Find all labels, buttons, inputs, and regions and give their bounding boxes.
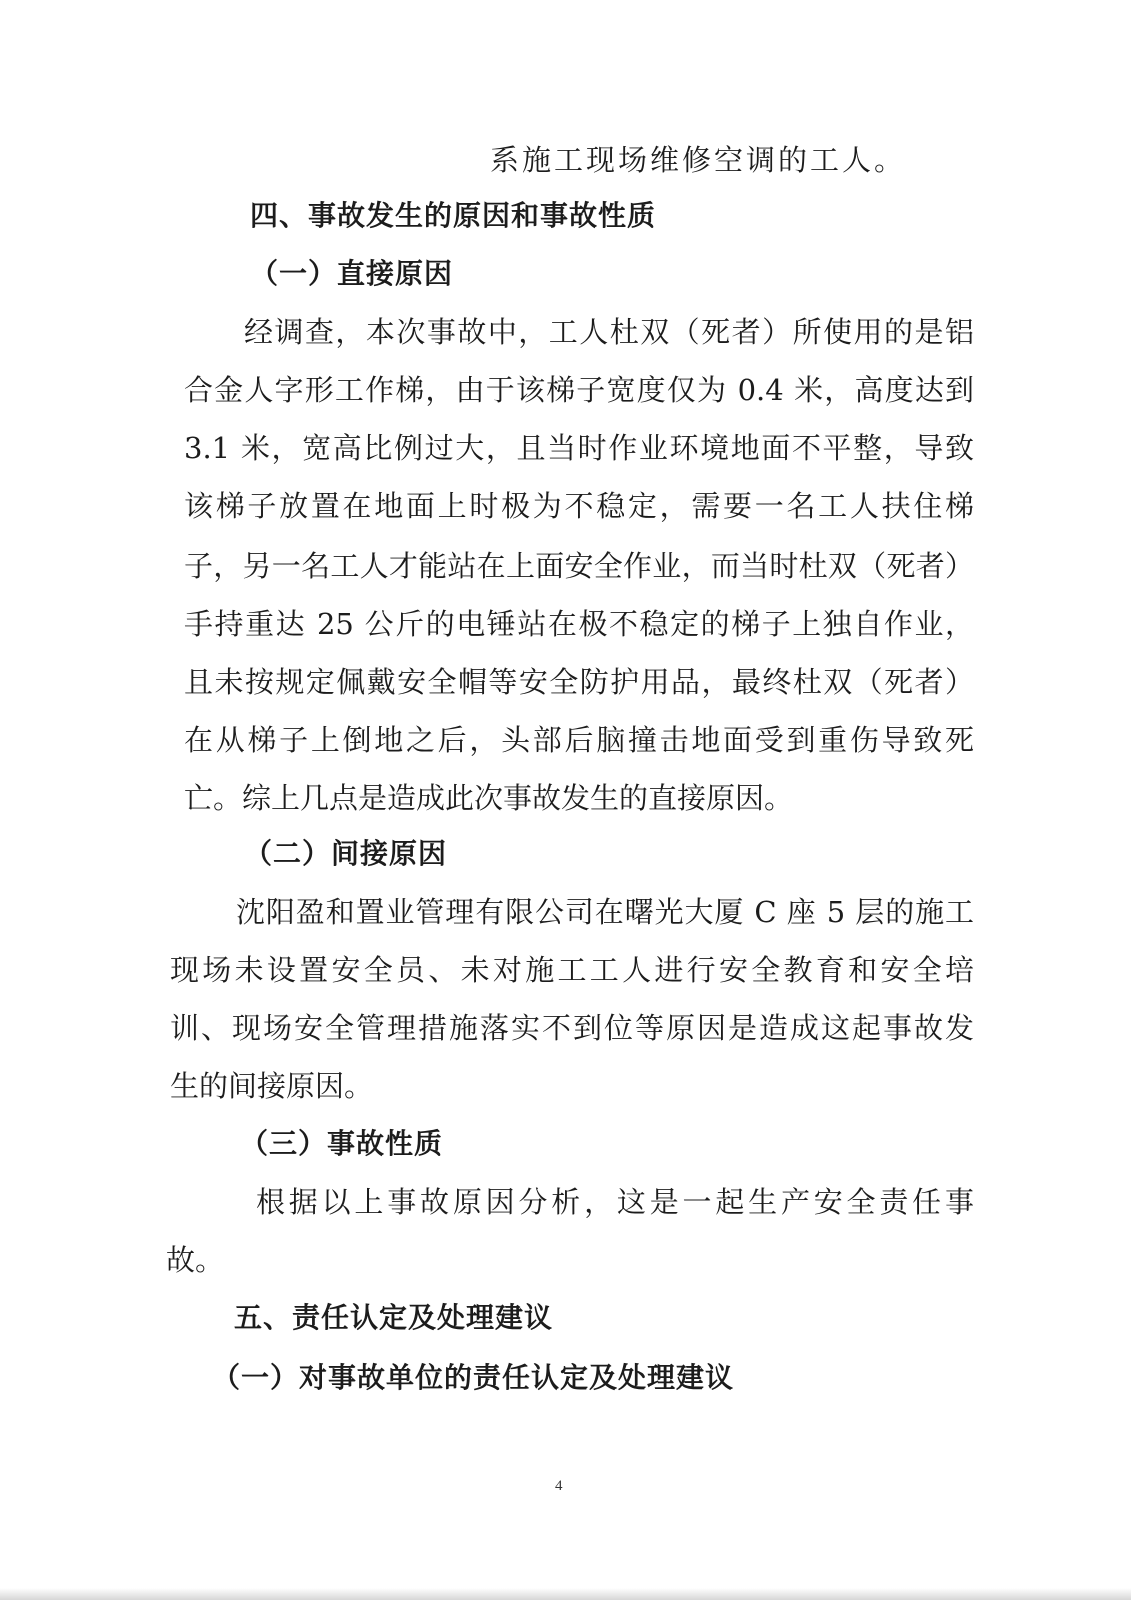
section-heading-5: 五、责任认定及处理建议	[234, 1301, 554, 1334]
subsection-heading-indirect-cause: （二）间接原因	[244, 837, 448, 870]
paragraph-line: 手持重达 25 公斤的电锤站在极不稳定的梯子上独自作业，	[184, 607, 974, 641]
section-heading-4: 四、事故发生的原因和事故性质	[250, 199, 657, 232]
paragraph-line: 故。	[166, 1243, 225, 1277]
paragraph-line: 子，另一名工人才能站在上面安全作业，而当时杜双（死者）	[184, 549, 974, 583]
paragraph-line: 生的间接原因。	[170, 1069, 374, 1103]
subsection-heading-nature: （三）事故性质	[240, 1127, 444, 1160]
paragraph-line: 该梯子放置在地面上时极为不稳定，需要一名工人扶住梯	[184, 489, 974, 523]
paragraph-line: 现场未设置安全员、未对施工工人进行安全教育和安全培	[170, 953, 974, 987]
paragraph-line: 3.1 米，宽高比例过大，且当时作业环境地面不平整，导致	[184, 431, 974, 465]
paragraph-line: 亡。综上几点是造成此次事故发生的直接原因。	[184, 781, 794, 815]
scan-edge-shadow	[0, 1588, 1131, 1600]
paragraph-line: 沈阳盈和置业管理有限公司在曙光大厦 C 座 5 层的施工	[236, 895, 974, 929]
subsection-heading-direct-cause: （一）直接原因	[250, 257, 454, 290]
paragraph-line: 且未按规定佩戴安全帽等安全防护用品，最终杜双（死者）	[184, 665, 974, 699]
paragraph-line: 经调查，本次事故中，工人杜双（死者）所使用的是铝	[244, 315, 974, 349]
page-number: 4	[555, 1478, 563, 1494]
paragraph-line: 训、现场安全管理措施落实不到位等原因是造成这起事故发	[170, 1011, 974, 1045]
subsection-heading-unit-responsibility: （一）对事故单位的责任认定及处理建议	[212, 1361, 735, 1394]
paragraph-line: 根据以上事故原因分析，这是一起生产安全责任事	[256, 1185, 974, 1219]
paragraph-line: 在从梯子上倒地之后，头部后脑撞击地面受到重伤导致死	[184, 723, 974, 757]
paragraph-line: 系施工现场维修空调的工人。	[490, 143, 907, 177]
paragraph-line: 合金人字形工作梯，由于该梯子宽度仅为 0.4 米，高度达到	[184, 373, 974, 407]
